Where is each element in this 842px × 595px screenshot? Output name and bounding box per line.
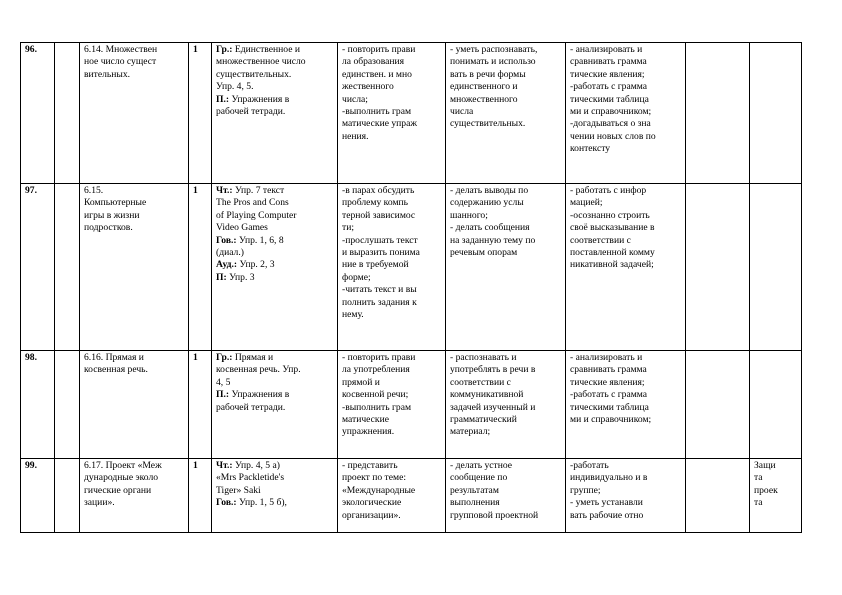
cell-line: прямой и xyxy=(342,376,380,388)
cell-line: сравнивать грамма xyxy=(570,364,647,376)
cell-line: вать рабочие отно xyxy=(570,509,644,521)
cell-line: упражнения. xyxy=(342,426,395,438)
cell-line: ла образования xyxy=(342,56,405,68)
assessment-cell xyxy=(750,43,802,184)
cell-line: групповой проектной xyxy=(450,509,539,521)
cell-line: множественное число xyxy=(216,56,306,68)
metasubject-results-cell xyxy=(446,459,566,533)
page-bottom-margin xyxy=(20,555,801,575)
cell-line: употреблять в речи в xyxy=(450,364,536,376)
cell-line: матические xyxy=(342,414,389,426)
cell-line: вать в речи формы xyxy=(450,68,526,80)
date-cell xyxy=(55,43,80,184)
cell-line: числа xyxy=(450,106,474,118)
cell-line: косвенной речи; xyxy=(342,389,409,401)
cell-line: рабочей тетради. xyxy=(216,401,286,413)
subject-results-cell xyxy=(338,43,446,184)
cell-line: та xyxy=(754,497,763,509)
metasubject-results-cell xyxy=(446,351,566,459)
cell-line: 6.17. Проект «Меж xyxy=(84,460,162,471)
table-row xyxy=(21,43,802,184)
cell-line: чении новых слов по xyxy=(570,130,656,142)
date-cell xyxy=(55,351,80,459)
cell-line: Компьютерные xyxy=(84,197,147,209)
cell-line: множественного xyxy=(450,93,518,105)
cell-line: ми и справочником; xyxy=(570,106,652,118)
cell-line: единствен. и мно xyxy=(342,68,412,80)
hours-value: 1 xyxy=(193,185,198,196)
cell-line: of Playing Computer xyxy=(216,209,297,221)
cell-line: -осознанно строить xyxy=(570,209,650,221)
cell-line: своё высказывание в xyxy=(570,222,655,234)
cell-line: гические органи xyxy=(84,484,152,496)
table-row xyxy=(21,459,802,533)
cell-line: -работать с грамма xyxy=(570,389,648,401)
cell-line: тические явления; xyxy=(570,376,645,388)
cell-line: дународные эколо xyxy=(84,472,159,484)
personal-results-cell xyxy=(566,43,686,184)
cell-line: тическими таблица xyxy=(570,93,649,105)
lesson-number: 99. xyxy=(25,460,37,471)
cell-line: подростков. xyxy=(84,222,133,234)
cell-line: выполнения xyxy=(450,497,500,509)
cell-line: - повторить прави xyxy=(342,44,416,55)
cell-line: Гов.: Упр. 1, 5 б), xyxy=(216,497,287,509)
subject-results-cell xyxy=(338,459,446,533)
cell-line: - распознавать и xyxy=(450,352,517,363)
cell-line: сравнивать грамма xyxy=(570,56,647,68)
cell-line: 6.15. xyxy=(84,185,104,196)
table-row xyxy=(21,351,802,459)
cell-line: проект по теме: xyxy=(342,472,407,484)
personal-results-cell xyxy=(566,184,686,351)
lesson-number-cell xyxy=(21,459,55,533)
cell-line: - делать устное xyxy=(450,460,513,471)
cell-line: тические явления; xyxy=(570,68,645,80)
cell-line: шанного; xyxy=(450,209,488,221)
cell-line: результатам xyxy=(450,484,499,496)
cell-line: форме; xyxy=(342,271,371,283)
cell-line: проблему компь xyxy=(342,197,409,209)
cell-line: индивидуально и в xyxy=(570,472,648,484)
cell-line: (диал.) xyxy=(216,247,244,259)
cell-line: ти; xyxy=(342,222,354,234)
lesson-number-cell xyxy=(21,43,55,184)
cell-line: полнить задания к xyxy=(342,296,417,308)
cell-line: нему. xyxy=(342,309,364,321)
cell-line: «Международные xyxy=(342,484,416,496)
cell-line: -догадываться о зна xyxy=(570,118,651,130)
cell-line: нения. xyxy=(342,130,369,142)
cell-line: поставленной комму xyxy=(570,247,655,259)
cell-line: соответствии с xyxy=(450,376,511,388)
date-cell xyxy=(55,184,80,351)
cell-line: никативной задачей; xyxy=(570,259,654,271)
hours-cell xyxy=(189,184,212,351)
cell-line: Упр. 4, 5. xyxy=(216,81,254,93)
hours-value: 1 xyxy=(193,460,198,471)
assessment-cell xyxy=(750,459,802,533)
cell-line: вительных. xyxy=(84,68,131,80)
cell-line: и выразить понима xyxy=(342,247,420,259)
empty-cell xyxy=(686,459,750,533)
cell-line: - делать сообщения xyxy=(450,222,530,234)
cell-line: терной зависимос xyxy=(342,209,416,221)
cell-line: понимать и использо xyxy=(450,56,536,68)
lesson-number: 96. xyxy=(25,44,37,55)
cell-line: материал; xyxy=(450,426,491,438)
cell-line: - анализировать и xyxy=(570,352,643,363)
subject-results-cell xyxy=(338,184,446,351)
empty-cell xyxy=(686,43,750,184)
cell-line: жественного xyxy=(342,81,394,93)
cell-line: матические упраж xyxy=(342,118,417,130)
cell-line: косвенная речь. xyxy=(84,364,148,376)
cell-line: - уметь распознавать, xyxy=(450,44,538,55)
cell-line: Гр.: Прямая и xyxy=(216,352,274,363)
cell-line: на заданную тему по xyxy=(450,234,536,246)
cell-line: сообщение по xyxy=(450,472,508,484)
cell-line: соответствии с xyxy=(570,234,631,246)
cell-line: существительных. xyxy=(450,118,526,130)
cell-line: Video Games xyxy=(216,222,268,234)
cell-line: речевым опорам xyxy=(450,247,518,259)
cell-line: П.: Упражнения в xyxy=(216,389,290,401)
cell-line: Защи xyxy=(754,460,776,471)
cell-line: «Mrs Packletide's xyxy=(216,472,285,484)
table-body xyxy=(21,43,802,533)
hours-value: 1 xyxy=(193,352,198,363)
metasubject-results-cell xyxy=(446,184,566,351)
cell-line: мацией; xyxy=(570,197,603,209)
cell-line: Гов.: Упр. 1, 6, 8 xyxy=(216,234,284,246)
cell-line: коммуникативной xyxy=(450,389,524,401)
personal-results-cell xyxy=(566,351,686,459)
cell-line: Чт.: Упр. 7 текст xyxy=(216,185,285,196)
metasubject-results-cell xyxy=(446,43,566,184)
lesson-topic-cell xyxy=(80,43,189,184)
lesson-number: 97. xyxy=(25,185,37,196)
cell-line: - представить xyxy=(342,460,398,471)
cell-line: группе; xyxy=(570,484,601,496)
cell-line: 6.14. Множествен xyxy=(84,44,158,55)
cell-line: - повторить прави xyxy=(342,352,416,363)
cell-line: The Pros and Cons xyxy=(216,197,289,209)
cell-line: ла употребления xyxy=(342,364,410,376)
cell-line: -выполнить грам xyxy=(342,401,412,413)
hours-cell xyxy=(189,351,212,459)
cell-line: Гр.: Единственное и xyxy=(216,44,301,55)
cell-line: ми и справочником; xyxy=(570,414,652,426)
assessment-cell xyxy=(750,184,802,351)
cell-line: Tiger» Saki xyxy=(216,484,261,496)
cell-line: П: Упр. 3 xyxy=(216,271,255,283)
assessment-cell xyxy=(750,351,802,459)
lesson-number: 98. xyxy=(25,352,37,363)
cell-line: задачей изученный и xyxy=(450,401,536,413)
cell-line: организации». xyxy=(342,509,401,521)
date-cell xyxy=(55,459,80,533)
cell-line: проек xyxy=(754,484,778,496)
lesson-plan-table xyxy=(20,42,802,533)
empty-cell xyxy=(686,351,750,459)
lesson-content-cell xyxy=(212,459,338,533)
lesson-topic-cell xyxy=(80,351,189,459)
cell-line: та xyxy=(754,472,763,484)
cell-line: ние в требуемой xyxy=(342,259,409,271)
cell-line: ное число сущест xyxy=(84,56,157,68)
cell-line: -работать с грамма xyxy=(570,81,648,93)
cell-line: -в парах обсудить xyxy=(342,185,415,196)
cell-line: косвенная речь. Упр. xyxy=(216,364,301,376)
hours-cell xyxy=(189,43,212,184)
cell-line: единственного и xyxy=(450,81,518,93)
cell-line: -прослушать текст xyxy=(342,234,418,246)
cell-line: 6.16. Прямая и xyxy=(84,352,144,363)
lesson-number-cell xyxy=(21,351,55,459)
cell-line: экологические xyxy=(342,497,402,509)
empty-cell xyxy=(686,184,750,351)
lesson-content-cell xyxy=(212,43,338,184)
cell-line: Ауд.: Упр. 2, 3 xyxy=(216,259,275,271)
hours-cell xyxy=(189,459,212,533)
cell-line: контексту xyxy=(570,143,611,155)
cell-line: - уметь устанавли xyxy=(570,497,643,509)
hours-value: 1 xyxy=(193,44,198,55)
cell-line: игры в жизни xyxy=(84,209,140,221)
cell-line: - делать выводы по xyxy=(450,185,529,196)
cell-line: П.: Упражнения в xyxy=(216,93,290,105)
cell-line: зации». xyxy=(84,497,115,509)
cell-line: -выполнить грам xyxy=(342,106,412,118)
lesson-content-cell xyxy=(212,184,338,351)
cell-line: числа; xyxy=(342,93,368,105)
lesson-number-cell xyxy=(21,184,55,351)
lesson-topic-cell xyxy=(80,184,189,351)
cell-line: грамматический xyxy=(450,414,517,426)
cell-line: -работать xyxy=(570,460,609,471)
cell-line: 4, 5 xyxy=(216,376,231,388)
cell-line: -читать текст и вы xyxy=(342,284,417,296)
cell-line: рабочей тетради. xyxy=(216,106,286,118)
cell-line: содержанию услы xyxy=(450,197,524,209)
lesson-topic-cell xyxy=(80,459,189,533)
cell-line: - работать с инфор xyxy=(570,185,647,196)
cell-line: - анализировать и xyxy=(570,44,643,55)
table-row xyxy=(21,184,802,351)
lesson-content-cell xyxy=(212,351,338,459)
cell-line: Чт.: Упр. 4, 5 а) xyxy=(216,460,280,471)
subject-results-cell xyxy=(338,351,446,459)
cell-line: существительных. xyxy=(216,68,292,80)
cell-line: тическими таблица xyxy=(570,401,649,413)
personal-results-cell xyxy=(566,459,686,533)
